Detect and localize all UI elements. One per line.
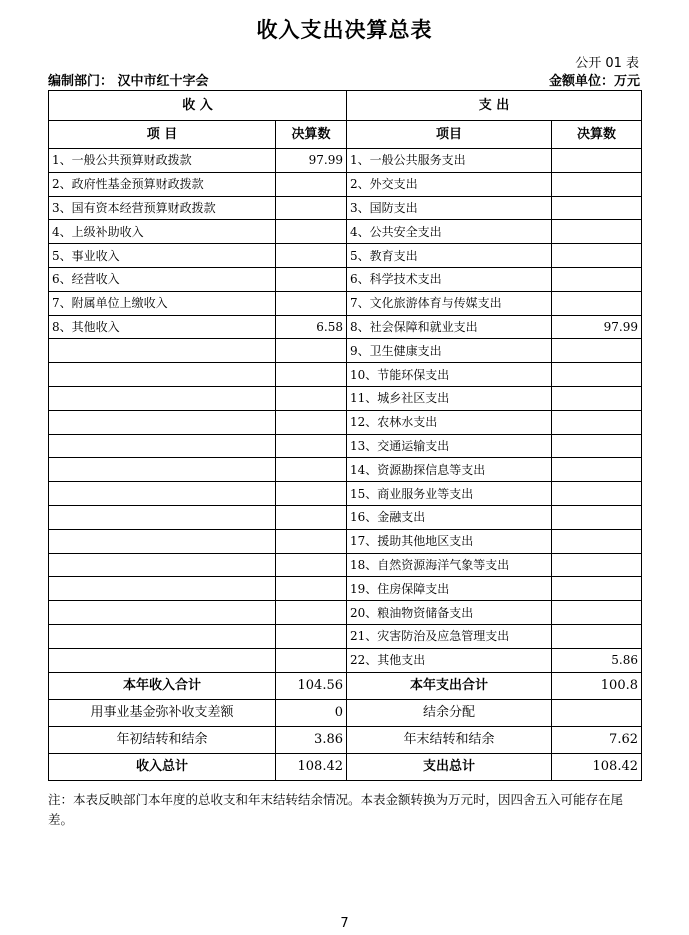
summary-expense-label: 支出总计 bbox=[347, 753, 552, 780]
table-row bbox=[49, 601, 642, 625]
summary-expense-amount bbox=[552, 699, 642, 726]
summary-income-label: 本年收入合计 bbox=[49, 672, 276, 699]
table-row bbox=[49, 434, 642, 458]
table-row bbox=[49, 648, 642, 672]
income-item-cell bbox=[49, 458, 276, 482]
summary-income-amount: 3.86 bbox=[276, 726, 347, 753]
table-row bbox=[49, 267, 642, 291]
income-item-cell bbox=[49, 505, 276, 529]
expense-item-cell: 5、教育支出 bbox=[347, 244, 552, 268]
income-amount-cell bbox=[276, 577, 347, 601]
income-item-cell bbox=[49, 529, 276, 553]
expense-item-cell: 22、其他支出 bbox=[347, 648, 552, 672]
income-item-cell: 2、政府性基金预算财政拨款 bbox=[49, 172, 276, 196]
expense-item-cell: 20、粮油物资储备支出 bbox=[347, 601, 552, 625]
table-row bbox=[49, 386, 642, 410]
income-amount-cell bbox=[276, 386, 347, 410]
expense-amount-cell bbox=[552, 529, 642, 553]
income-item-cell: 6、经营收入 bbox=[49, 267, 276, 291]
expense-amount-cell bbox=[552, 505, 642, 529]
expense-amount-cell bbox=[552, 386, 642, 410]
table-row bbox=[49, 315, 642, 339]
expense-amount-cell bbox=[552, 482, 642, 506]
income-amount-cell bbox=[276, 624, 347, 648]
expense-item-cell: 4、公共安全支出 bbox=[347, 220, 552, 244]
expense-item-cell: 10、节能环保支出 bbox=[347, 363, 552, 387]
expense-item-header: 项目 bbox=[347, 121, 552, 149]
income-amount-cell bbox=[276, 505, 347, 529]
income-amount-header: 决算数 bbox=[276, 121, 347, 149]
expense-item-cell: 3、国防支出 bbox=[347, 196, 552, 220]
income-item-cell bbox=[49, 553, 276, 577]
income-item-cell bbox=[49, 482, 276, 506]
table-row bbox=[49, 339, 642, 363]
income-item-cell: 7、附属单位上缴收入 bbox=[49, 291, 276, 315]
table-row bbox=[49, 458, 642, 482]
income-item-cell bbox=[49, 648, 276, 672]
income-amount-cell bbox=[276, 434, 347, 458]
page-number: 7 bbox=[340, 916, 349, 931]
summary-row bbox=[49, 726, 642, 753]
income-item-cell: 8、其他收入 bbox=[49, 315, 276, 339]
expense-amount-cell bbox=[552, 172, 642, 196]
expense-amount-cell bbox=[552, 553, 642, 577]
income-amount-cell bbox=[276, 648, 347, 672]
budget-table bbox=[48, 90, 642, 781]
table-row bbox=[49, 149, 642, 173]
department-label: 编制部门： 汉中市红十字会 bbox=[48, 74, 209, 89]
expense-item-cell: 14、资源勘探信息等支出 bbox=[347, 458, 552, 482]
expense-item-cell: 15、商业服务业等支出 bbox=[347, 482, 552, 506]
expense-amount-header: 决算数 bbox=[552, 121, 642, 149]
table-row bbox=[49, 291, 642, 315]
expense-amount-cell bbox=[552, 267, 642, 291]
income-item-cell bbox=[49, 339, 276, 363]
expense-item-cell: 7、文化旅游体育与传媒支出 bbox=[347, 291, 552, 315]
expense-item-cell: 12、农林水支出 bbox=[347, 410, 552, 434]
summary-row bbox=[49, 753, 642, 780]
income-amount-cell: 6.58 bbox=[276, 315, 347, 339]
table-row bbox=[49, 624, 642, 648]
income-item-cell: 4、上级补助收入 bbox=[49, 220, 276, 244]
income-item-header: 项 目 bbox=[49, 121, 276, 149]
expense-amount-cell bbox=[552, 410, 642, 434]
income-item-cell bbox=[49, 577, 276, 601]
income-amount-cell bbox=[276, 291, 347, 315]
expense-item-cell: 18、自然资源海洋气象等支出 bbox=[347, 553, 552, 577]
table-row bbox=[49, 220, 642, 244]
expense-amount-cell bbox=[552, 434, 642, 458]
summary-expense-label: 年末结转和结余 bbox=[347, 726, 552, 753]
expense-amount-cell bbox=[552, 624, 642, 648]
summary-row bbox=[49, 699, 642, 726]
income-amount-cell bbox=[276, 363, 347, 387]
income-header: 收 入 bbox=[49, 91, 347, 121]
footnote: 注：本表反映部门本年度的总收支和年末结转结余情况。本表金额转换为万元时，因四舍五入可能存在尾差。 bbox=[48, 792, 624, 827]
expense-item-cell: 17、援助其他地区支出 bbox=[347, 529, 552, 553]
unit-label: 金额单位：万元 bbox=[548, 74, 640, 89]
expense-item-cell: 6、科学技术支出 bbox=[347, 267, 552, 291]
summary-income-amount: 0 bbox=[276, 699, 347, 726]
income-amount-cell: 97.99 bbox=[276, 149, 347, 173]
expense-item-cell: 8、社会保障和就业支出 bbox=[347, 315, 552, 339]
expense-item-cell: 11、城乡社区支出 bbox=[347, 386, 552, 410]
income-item-cell: 5、事业收入 bbox=[49, 244, 276, 268]
expense-amount-cell bbox=[552, 458, 642, 482]
header-row-columns bbox=[49, 121, 642, 149]
expense-amount-cell: 5.86 bbox=[552, 648, 642, 672]
income-amount-cell bbox=[276, 410, 347, 434]
table-row bbox=[49, 363, 642, 387]
income-amount-cell bbox=[276, 482, 347, 506]
expense-amount-cell bbox=[552, 339, 642, 363]
expense-amount-cell bbox=[552, 291, 642, 315]
expense-amount-cell bbox=[552, 577, 642, 601]
summary-income-label: 用事业基金弥补收支差额 bbox=[49, 699, 276, 726]
table-row bbox=[49, 529, 642, 553]
table-row bbox=[49, 505, 642, 529]
income-amount-cell bbox=[276, 529, 347, 553]
income-amount-cell bbox=[276, 196, 347, 220]
income-amount-cell bbox=[276, 458, 347, 482]
summary-income-amount: 104.56 bbox=[276, 672, 347, 699]
summary-income-label: 收入总计 bbox=[49, 753, 276, 780]
form-code: 公开 01 表 bbox=[575, 56, 639, 71]
expense-item-cell: 16、金融支出 bbox=[347, 505, 552, 529]
income-item-cell bbox=[49, 624, 276, 648]
table-row bbox=[49, 577, 642, 601]
income-item-cell bbox=[49, 410, 276, 434]
income-item-cell bbox=[49, 386, 276, 410]
expense-item-cell: 9、卫生健康支出 bbox=[347, 339, 552, 363]
expense-item-cell: 1、一般公共服务支出 bbox=[347, 149, 552, 173]
summary-income-label: 年初结转和结余 bbox=[49, 726, 276, 753]
income-amount-cell bbox=[276, 220, 347, 244]
income-item-cell: 3、国有资本经营预算财政拨款 bbox=[49, 196, 276, 220]
expense-amount-cell: 97.99 bbox=[552, 315, 642, 339]
expense-item-cell: 19、住房保障支出 bbox=[347, 577, 552, 601]
expense-item-cell: 21、灾害防治及应急管理支出 bbox=[347, 624, 552, 648]
table-row bbox=[49, 482, 642, 506]
summary-row bbox=[49, 672, 642, 699]
summary-expense-amount: 100.8 bbox=[552, 672, 642, 699]
expense-amount-cell bbox=[552, 601, 642, 625]
income-amount-cell bbox=[276, 339, 347, 363]
income-amount-cell bbox=[276, 601, 347, 625]
table-row bbox=[49, 553, 642, 577]
summary-expense-amount: 108.42 bbox=[552, 753, 642, 780]
summary-expense-label: 结余分配 bbox=[347, 699, 552, 726]
income-amount-cell bbox=[276, 267, 347, 291]
income-item-cell: 1、一般公共预算财政拨款 bbox=[49, 149, 276, 173]
expense-amount-cell bbox=[552, 363, 642, 387]
expense-item-cell: 2、外交支出 bbox=[347, 172, 552, 196]
income-amount-cell bbox=[276, 553, 347, 577]
expense-header: 支 出 bbox=[347, 91, 642, 121]
income-item-cell bbox=[49, 363, 276, 387]
summary-expense-amount: 7.62 bbox=[552, 726, 642, 753]
table-row bbox=[49, 244, 642, 268]
income-amount-cell bbox=[276, 244, 347, 268]
expense-item-cell: 13、交通运输支出 bbox=[347, 434, 552, 458]
expense-amount-cell bbox=[552, 196, 642, 220]
summary-income-amount: 108.42 bbox=[276, 753, 347, 780]
table-row bbox=[49, 410, 642, 434]
expense-amount-cell bbox=[552, 220, 642, 244]
income-amount-cell bbox=[276, 172, 347, 196]
expense-amount-cell bbox=[552, 149, 642, 173]
table-row bbox=[49, 196, 642, 220]
table-row bbox=[49, 172, 642, 196]
summary-expense-label: 本年支出合计 bbox=[347, 672, 552, 699]
income-item-cell bbox=[49, 601, 276, 625]
expense-amount-cell bbox=[552, 244, 642, 268]
income-item-cell bbox=[49, 434, 276, 458]
header-row-sections bbox=[49, 91, 642, 121]
page-title: 收入支出决算总表 bbox=[256, 18, 433, 42]
